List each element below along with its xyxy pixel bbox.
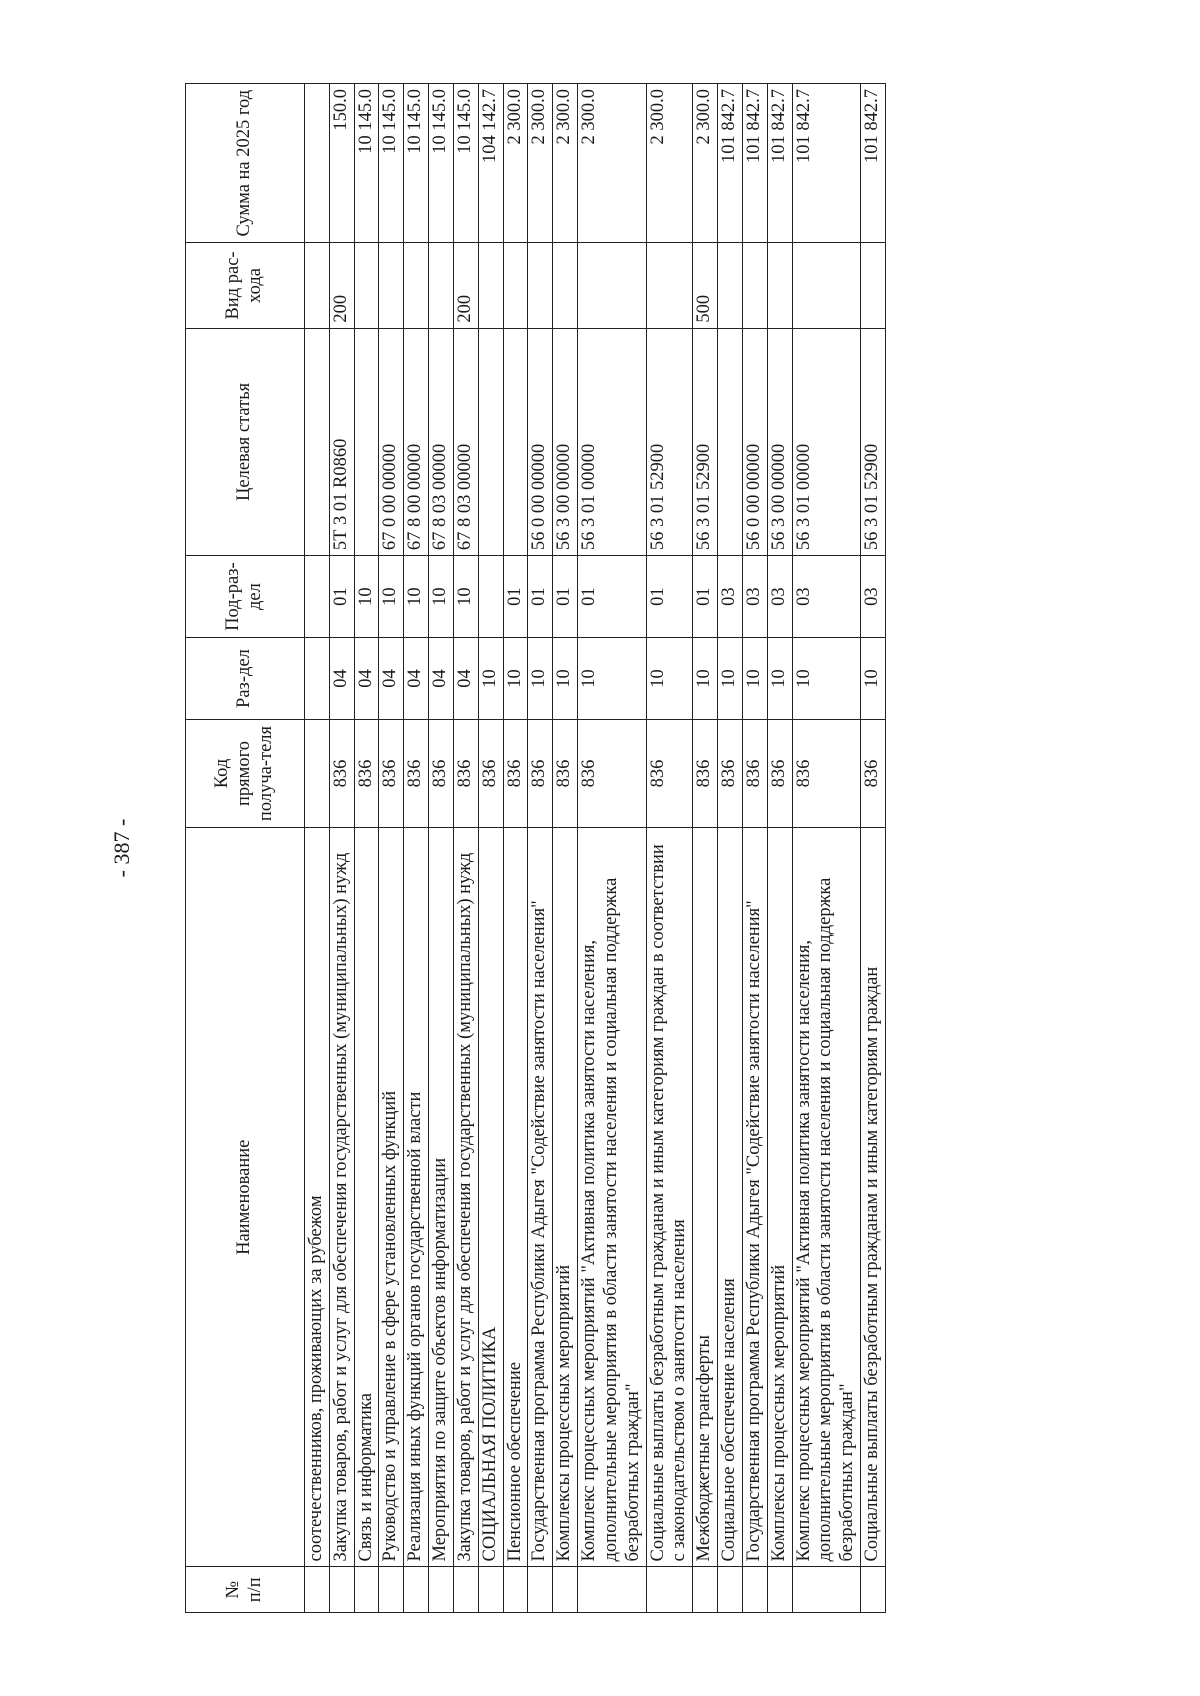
table-row bbox=[861, 84, 886, 1613]
cell-name: Государственная программа Республики Адыгея "Содействие занятости населения" bbox=[528, 828, 553, 1567]
table-header-row bbox=[186, 84, 305, 1613]
cell-summa: 10 145.0 bbox=[354, 84, 379, 243]
cell-name: Межбюджетные трансферты bbox=[693, 828, 718, 1567]
cell-summa: 2 300.0 bbox=[578, 84, 646, 243]
table-row bbox=[379, 84, 404, 1613]
cell-razdel: 10 bbox=[578, 638, 646, 720]
cell-podrazdel: 03 bbox=[767, 556, 792, 638]
cell-tselevaya bbox=[478, 328, 503, 556]
header-summa: Сумма на 2025 год bbox=[186, 84, 305, 243]
cell-podrazdel: 03 bbox=[718, 556, 743, 638]
cell-razdel: 10 bbox=[861, 638, 886, 720]
cell-kod: 836 bbox=[528, 719, 553, 827]
cell-summa: 2 300.0 bbox=[503, 84, 528, 243]
cell-razdel: 10 bbox=[792, 638, 860, 720]
cell-razdel: 10 bbox=[693, 638, 718, 720]
cell-no bbox=[742, 1567, 767, 1613]
cell-summa: 10 145.0 bbox=[404, 84, 429, 243]
cell-vid: 200 bbox=[329, 243, 354, 328]
table-row bbox=[429, 84, 454, 1613]
cell-razdel: 10 bbox=[742, 638, 767, 720]
cell-razdel: 10 bbox=[553, 638, 578, 720]
cell-kod: 836 bbox=[553, 719, 578, 827]
cell-vid bbox=[861, 243, 886, 328]
header-no: № п/п bbox=[186, 1567, 305, 1613]
header-kod: Код прямого получа-теля bbox=[186, 719, 305, 827]
cell-kod: 836 bbox=[379, 719, 404, 827]
header-razdel: Раз-дел bbox=[186, 638, 305, 720]
cell-no bbox=[528, 1567, 553, 1613]
cell-tselevaya: 67 8 00 00000 bbox=[404, 328, 429, 556]
cell-summa: 10 145.0 bbox=[453, 84, 478, 243]
cell-summa: 101 842.7 bbox=[718, 84, 743, 243]
cell-no bbox=[503, 1567, 528, 1613]
cell-tselevaya: 67 0 00 00000 bbox=[379, 328, 404, 556]
cell-kod: 836 bbox=[693, 719, 718, 827]
cell-vid bbox=[767, 243, 792, 328]
cell-vid bbox=[503, 243, 528, 328]
cell-no bbox=[553, 1567, 578, 1613]
cell-no bbox=[646, 1567, 693, 1613]
cell-summa: 2 300.0 bbox=[693, 84, 718, 243]
cell-no bbox=[305, 1567, 330, 1613]
cell-summa bbox=[305, 84, 330, 243]
table-row bbox=[329, 84, 354, 1613]
cell-name: Социальное обеспечение населения bbox=[718, 828, 743, 1567]
cell-no bbox=[404, 1567, 429, 1613]
cell-summa: 10 145.0 bbox=[429, 84, 454, 243]
table-row bbox=[354, 84, 379, 1613]
cell-no bbox=[429, 1567, 454, 1613]
cell-vid: 200 bbox=[453, 243, 478, 328]
cell-name: СОЦИАЛЬНАЯ ПОЛИТИКА bbox=[478, 828, 503, 1567]
table-row bbox=[305, 84, 330, 1613]
table-row bbox=[578, 84, 646, 1613]
cell-vid bbox=[553, 243, 578, 328]
cell-podrazdel: 01 bbox=[693, 556, 718, 638]
document-page bbox=[87, 63, 1113, 1633]
cell-tselevaya: 56 0 00 00000 bbox=[742, 328, 767, 556]
cell-tselevaya bbox=[305, 328, 330, 556]
cell-podrazdel: 10 bbox=[379, 556, 404, 638]
cell-name: Мероприятия по защите объектов информатизации bbox=[429, 828, 454, 1567]
cell-kod: 836 bbox=[767, 719, 792, 827]
cell-razdel: 10 bbox=[478, 638, 503, 720]
cell-razdel: 10 bbox=[646, 638, 693, 720]
cell-tselevaya: 56 3 01 00000 bbox=[578, 328, 646, 556]
table-row bbox=[553, 84, 578, 1613]
cell-no bbox=[379, 1567, 404, 1613]
cell-kod: 836 bbox=[429, 719, 454, 827]
table-row bbox=[693, 84, 718, 1613]
cell-summa: 10 145.0 bbox=[379, 84, 404, 243]
cell-no bbox=[767, 1567, 792, 1613]
cell-tselevaya: 56 3 01 52900 bbox=[646, 328, 693, 556]
cell-tselevaya: 56 3 00 00000 bbox=[767, 328, 792, 556]
cell-kod: 836 bbox=[646, 719, 693, 827]
cell-summa: 2 300.0 bbox=[553, 84, 578, 243]
cell-summa: 101 842.7 bbox=[742, 84, 767, 243]
cell-vid bbox=[478, 243, 503, 328]
budget-table bbox=[185, 83, 886, 1613]
cell-tselevaya bbox=[354, 328, 379, 556]
cell-podrazdel: 03 bbox=[792, 556, 860, 638]
cell-name: Социальные выплаты безработным гражданам и иным категориям граждан bbox=[861, 828, 886, 1567]
cell-no bbox=[354, 1567, 379, 1613]
table-row bbox=[453, 84, 478, 1613]
cell-podrazdel: 03 bbox=[742, 556, 767, 638]
cell-vid bbox=[578, 243, 646, 328]
table-row bbox=[478, 84, 503, 1613]
cell-kod: 836 bbox=[453, 719, 478, 827]
cell-kod: 836 bbox=[354, 719, 379, 827]
cell-name: Комплексы процессных мероприятий bbox=[767, 828, 792, 1567]
cell-razdel: 04 bbox=[453, 638, 478, 720]
table-row bbox=[646, 84, 693, 1613]
cell-kod bbox=[305, 719, 330, 827]
cell-tselevaya bbox=[718, 328, 743, 556]
cell-razdel: 04 bbox=[404, 638, 429, 720]
cell-tselevaya: 67 8 03 00000 bbox=[453, 328, 478, 556]
cell-razdel: 10 bbox=[767, 638, 792, 720]
cell-vid: 500 bbox=[693, 243, 718, 328]
cell-kod: 836 bbox=[742, 719, 767, 827]
cell-summa: 101 842.7 bbox=[861, 84, 886, 243]
cell-podrazdel: 10 bbox=[354, 556, 379, 638]
cell-name: Закупка товаров, работ и услуг для обеспечения государственных (муниципальных) нужд bbox=[329, 828, 354, 1567]
cell-kod: 836 bbox=[578, 719, 646, 827]
table-row bbox=[742, 84, 767, 1613]
cell-tselevaya: 56 3 01 52900 bbox=[693, 328, 718, 556]
cell-summa: 2 300.0 bbox=[528, 84, 553, 243]
cell-razdel: 04 bbox=[429, 638, 454, 720]
cell-kod: 836 bbox=[718, 719, 743, 827]
cell-podrazdel: 01 bbox=[646, 556, 693, 638]
cell-razdel: 10 bbox=[718, 638, 743, 720]
cell-vid bbox=[646, 243, 693, 328]
cell-no bbox=[478, 1567, 503, 1613]
cell-vid bbox=[379, 243, 404, 328]
cell-kod: 836 bbox=[861, 719, 886, 827]
table-row bbox=[767, 84, 792, 1613]
header-name: Наименование bbox=[186, 828, 305, 1567]
cell-name: Комплекс процессных мероприятий "Активная политика занятости населения, дополнительные мероприятия в области занятости населения и социальная поддержка безработных граждан" bbox=[578, 828, 646, 1567]
cell-podrazdel: 01 bbox=[578, 556, 646, 638]
cell-summa: 150.0 bbox=[329, 84, 354, 243]
cell-name: соотечественников, проживающих за рубежом bbox=[305, 828, 330, 1567]
cell-vid bbox=[718, 243, 743, 328]
cell-tselevaya: 5Т 3 01 R0860 bbox=[329, 328, 354, 556]
cell-name: Руководство и управление в сфере установленных функций bbox=[379, 828, 404, 1567]
cell-podrazdel: 10 bbox=[429, 556, 454, 638]
cell-kod: 836 bbox=[404, 719, 429, 827]
cell-podrazdel: 01 bbox=[329, 556, 354, 638]
cell-razdel: 10 bbox=[503, 638, 528, 720]
cell-razdel: 10 bbox=[528, 638, 553, 720]
cell-no bbox=[718, 1567, 743, 1613]
cell-vid bbox=[404, 243, 429, 328]
cell-vid bbox=[792, 243, 860, 328]
cell-name: Реализация иных функций органов государственной власти bbox=[404, 828, 429, 1567]
cell-kod: 836 bbox=[503, 719, 528, 827]
cell-podrazdel: 03 bbox=[861, 556, 886, 638]
cell-razdel: 04 bbox=[329, 638, 354, 720]
cell-kod: 836 bbox=[329, 719, 354, 827]
cell-summa: 104 142.7 bbox=[478, 84, 503, 243]
cell-vid bbox=[429, 243, 454, 328]
table-body bbox=[305, 84, 886, 1613]
table-row bbox=[718, 84, 743, 1613]
cell-vid bbox=[528, 243, 553, 328]
cell-podrazdel: 01 bbox=[503, 556, 528, 638]
cell-name: Государственная программа Республики Адыгея "Содействие занятости населения" bbox=[742, 828, 767, 1567]
cell-summa: 101 842.7 bbox=[792, 84, 860, 243]
header-podrazdel: Под-раз-дел bbox=[186, 556, 305, 638]
cell-podrazdel: 10 bbox=[404, 556, 429, 638]
cell-razdel: 04 bbox=[354, 638, 379, 720]
cell-no bbox=[861, 1567, 886, 1613]
table-row bbox=[404, 84, 429, 1613]
cell-tselevaya: 56 3 01 00000 bbox=[792, 328, 860, 556]
cell-tselevaya: 56 3 00 00000 bbox=[553, 328, 578, 556]
table-row bbox=[792, 84, 860, 1613]
page-number: - 387 - bbox=[109, 818, 134, 878]
cell-podrazdel: 01 bbox=[553, 556, 578, 638]
cell-tselevaya: 56 3 01 52900 bbox=[861, 328, 886, 556]
cell-name: Закупка товаров, работ и услуг для обеспечения государственных (муниципальных) нужд bbox=[453, 828, 478, 1567]
cell-name: Связь и информатика bbox=[354, 828, 379, 1567]
cell-tselevaya: 67 8 03 00000 bbox=[429, 328, 454, 556]
cell-no bbox=[453, 1567, 478, 1613]
cell-razdel bbox=[305, 638, 330, 720]
cell-no bbox=[329, 1567, 354, 1613]
cell-summa: 101 842.7 bbox=[767, 84, 792, 243]
cell-kod: 836 bbox=[478, 719, 503, 827]
cell-name: Пенсионное обеспечение bbox=[503, 828, 528, 1567]
cell-no bbox=[693, 1567, 718, 1613]
cell-name: Социальные выплаты безработным гражданам и иным категориям граждан в соответствии с законодательством о занятости населения bbox=[646, 828, 693, 1567]
header-vid: Вид рас-хода bbox=[186, 243, 305, 328]
cell-podrazdel: 01 bbox=[528, 556, 553, 638]
cell-podrazdel: 10 bbox=[453, 556, 478, 638]
cell-razdel: 04 bbox=[379, 638, 404, 720]
cell-no bbox=[792, 1567, 860, 1613]
table-row bbox=[503, 84, 528, 1613]
cell-vid bbox=[354, 243, 379, 328]
table-row bbox=[528, 84, 553, 1613]
cell-podrazdel bbox=[478, 556, 503, 638]
cell-tselevaya: 56 0 00 00000 bbox=[528, 328, 553, 556]
header-tselevaya: Целевая статья bbox=[186, 328, 305, 556]
cell-podrazdel bbox=[305, 556, 330, 638]
cell-vid bbox=[305, 243, 330, 328]
cell-no bbox=[578, 1567, 646, 1613]
cell-name: Комплекс процессных мероприятий "Активная политика занятости населения, дополнительные мероприятия в области занятости населения и социальная поддержка безработных граждан" bbox=[792, 828, 860, 1567]
cell-tselevaya bbox=[503, 328, 528, 556]
cell-vid bbox=[742, 243, 767, 328]
cell-name: Комплексы процессных мероприятий bbox=[553, 828, 578, 1567]
cell-kod: 836 bbox=[792, 719, 860, 827]
cell-summa: 2 300.0 bbox=[646, 84, 693, 243]
